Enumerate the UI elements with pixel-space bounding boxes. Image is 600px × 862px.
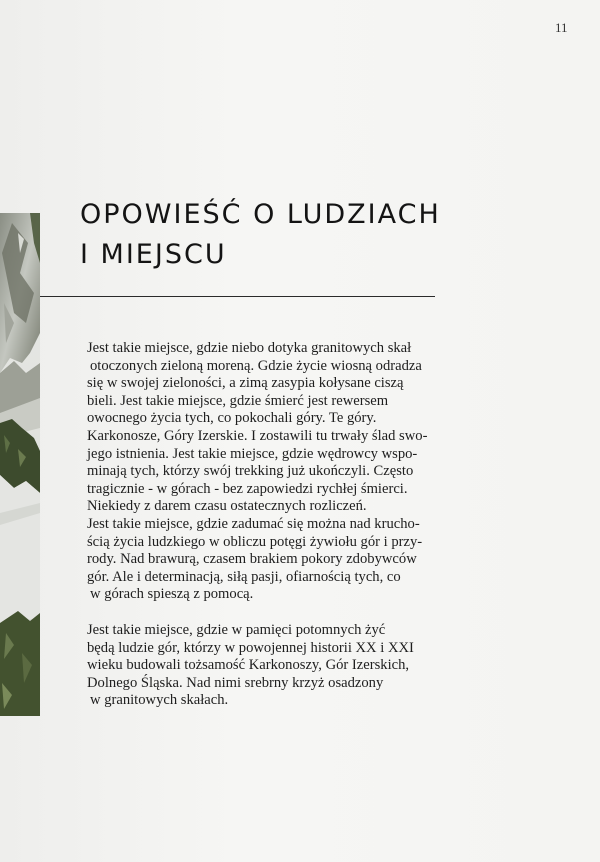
text-line: gór. Ale i determinacją, siłą pasji, ofiarnością tych, co xyxy=(87,568,401,585)
text-line: w granitowych skałach. xyxy=(90,692,229,709)
text-line: rody. Nad brawurą, czasem brakiem pokory zdobywców xyxy=(87,551,417,568)
text-line: będą ludzie gór, którzy w powojennej historii XX i XXI xyxy=(87,639,414,656)
text-line: wieku budowali tożsamość Karkonoszy, Gór Izerskich, xyxy=(87,657,410,674)
text-line: owocnego życia tych, co pokochali góry. Te góry. xyxy=(87,410,377,427)
paragraph-gap xyxy=(87,604,477,622)
text-line: ścią życia ludzkiego w obliczu potęgi żywiołu gór i przy- xyxy=(87,533,423,550)
text-line: minają tych, którzy swój trekking już ukończyli. Często xyxy=(87,463,414,480)
chapter-title-line-2: I MIEJSCU xyxy=(80,239,227,270)
text-line: w górach spieszą z pomocą. xyxy=(90,586,254,603)
text-line: otoczonych zieloną moreną. Gdzie życie wiosną odradza xyxy=(90,357,422,374)
page-number: 11 xyxy=(555,20,568,35)
paragraph-1 xyxy=(87,340,477,604)
text-line: bieli. Jest takie miejsce, gdzie śmierć jest rewersem xyxy=(87,392,389,409)
paragraph-2 xyxy=(87,622,477,710)
text-line: Jest takie miejsce, gdzie w pamięci potomnych żyć xyxy=(87,621,386,638)
text-line: Niekiedy z darem czasu ostatecznych rozliczeń. xyxy=(87,498,367,515)
text-line: tragicznie - w górach - bez zapowiedzi rychłej śmierci. xyxy=(87,480,408,497)
text-line: Jest takie miejsce, gdzie zadumać się można nad krucho- xyxy=(87,515,420,532)
text-line: się w swojej zieloności, a zimą zasypia kołysane ciszą xyxy=(87,375,404,392)
text-line: Karkonosze, Góry Izerskie. I zostawili tu trwały ślad swo- xyxy=(87,427,428,444)
body-text xyxy=(87,340,477,710)
chapter-title-line-1: OPOWIEŚĆ O LUDZIACH xyxy=(80,199,441,230)
title-divider xyxy=(40,296,435,297)
chapter-title xyxy=(80,195,441,275)
text-line: jego istnienia. Jest takie miejsce, gdzie wędrowcy wspo- xyxy=(87,445,418,462)
text-line: Dolnego Śląska. Nad nimi srebrny krzyż osadzony xyxy=(87,674,384,691)
mountain-photo-icon xyxy=(0,213,40,716)
text-line: Jest takie miejsce, gdzie niebo dotyka granitowych skał xyxy=(87,340,412,356)
